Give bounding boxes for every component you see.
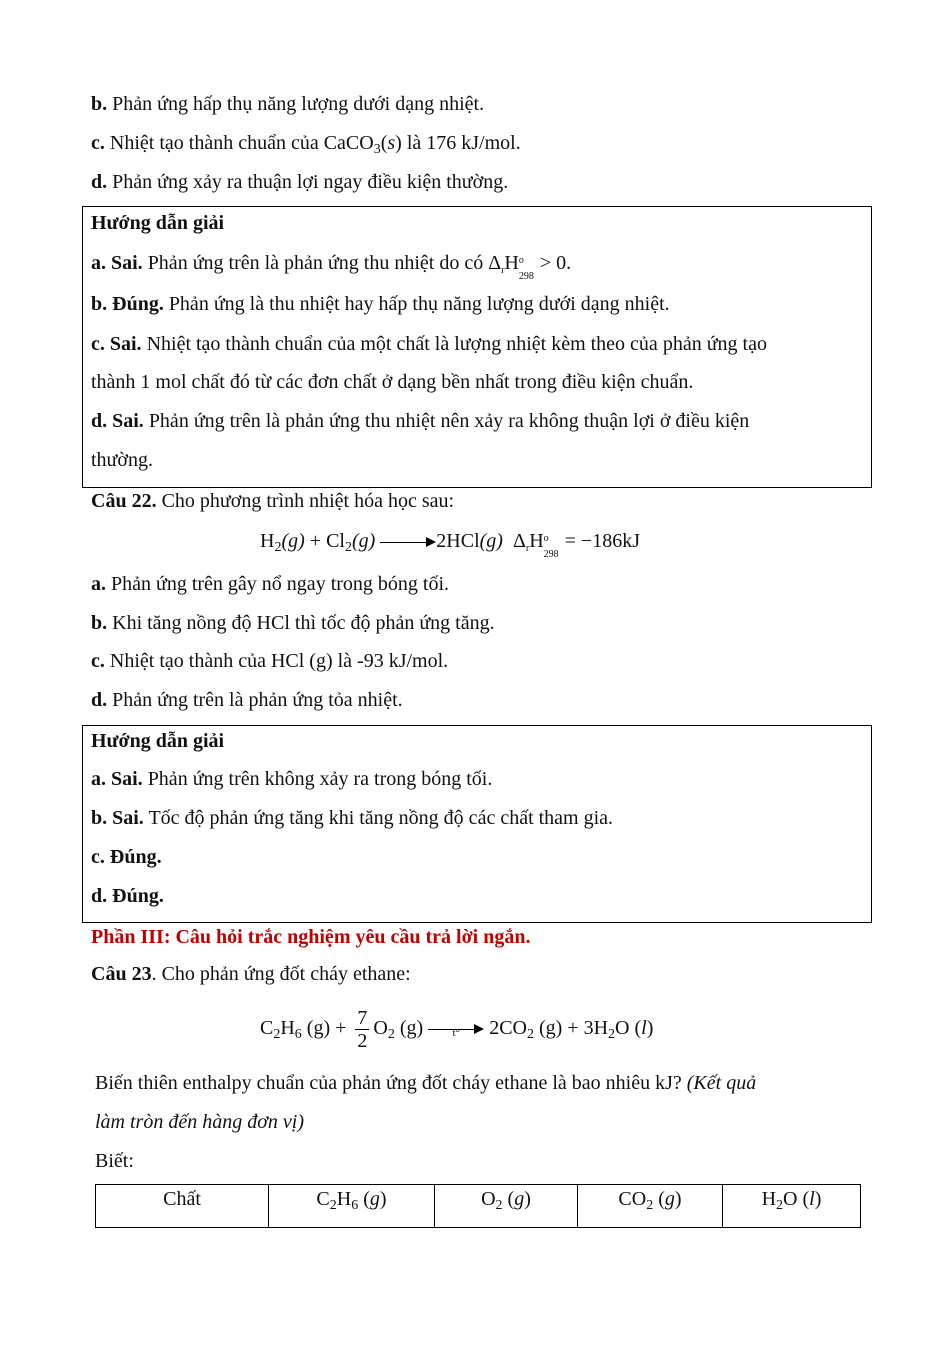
solution-q22-c: c. Đúng. [91, 846, 162, 868]
solution-q21-a: a. Sai. Phản ứng trên là phản ứng thu nhiệt do có $\Delta_rH$ o 298 > 0. [91, 252, 572, 282]
table-header-c2h6: $C_2H_6$ (g) [269, 1185, 435, 1228]
reaction-arrow-icon [380, 530, 436, 554]
solution-q21-c-line2: thành 1 mol chất đó từ các đơn chất ở dạng bền nhất trong điều kiện chuẩn. [91, 371, 694, 393]
q23-known-label: Biết: [95, 1150, 134, 1172]
solution-title-q22: Hướng dẫn giải [91, 730, 225, 752]
q22-option-a: a. Phản ứng trên gây nổ ngay trong bóng tối. [91, 573, 450, 595]
q23-equation: $C_2H_6$ (g) + $\frac{7}{2}$ $O_2$ (g) t° $2CO_2$ $(g) + 3H_2O$ (l) [260, 1006, 654, 1052]
solution-q21-d-line2: thường. [91, 449, 153, 471]
q22-option-b: b. Khi tăng nồng độ HCl thì tốc độ phản ứng tăng. [91, 612, 495, 634]
q22-equation: $H_2(g) + Cl_2(g)$ 2HCl(g) $\Delta_rH$ o 298 = −186kJ [260, 530, 640, 560]
q23-question-line1: Biến thiên enthalpy chuẩn của phản ứng đốt cháy ethane là bao nhiêu kJ? (Kết quả [95, 1072, 757, 1094]
q23-question-line2: làm tròn đến hàng đơn vị) [95, 1111, 304, 1133]
solution-q22-a: a. Sai. Phản ứng trên không xảy ra trong bóng tối. [91, 768, 493, 790]
q21-option-b: b. Phản ứng hấp thụ năng lượng dưới dạng nhiệt. [91, 93, 485, 115]
table-header-h2o: $H_2O$ (l) [723, 1185, 861, 1228]
solution-q22-b: b. Sai. Tốc độ phản ứng tăng khi tăng nồng độ các chất tham gia. [91, 807, 614, 829]
section-title-part3: Phần III: Câu hỏi trắc nghiệm yêu cầu trả lời ngắn. [91, 926, 531, 948]
fraction-seven-halves: $\frac{7}{2}$ [357, 1006, 368, 1052]
reaction-arrow-icon: t° [428, 1017, 484, 1041]
solution-title-q21: Hướng dẫn giải [91, 212, 225, 234]
q23-stem: Câu 23. Cho phản ứng đốt cháy ethane: [91, 963, 411, 985]
enthalpy-table [95, 1184, 861, 1228]
q22-stem: Câu 22. Cho phương trình nhiệt hóa học sau: [91, 490, 455, 512]
table-row [96, 1185, 861, 1228]
q21-option-d: d. Phản ứng xảy ra thuận lợi ngay điều kiện thường. [91, 171, 509, 193]
table-header-o2: $O_2$ (g) [435, 1185, 578, 1228]
solution-q22-d: d. Đúng. [91, 885, 164, 907]
q22-option-d: d. Phản ứng trên là phản ứng tỏa nhiệt. [91, 689, 403, 711]
solution-q21-c-line1: c. Sai. Nhiệt tạo thành chuẩn của một chất là lượng nhiệt kèm theo của phản ứng tạo [91, 333, 767, 355]
q21-option-c: c. Nhiệt tạo thành chuẩn của CaCO$_3$(s) là 176 kJ/mol. [91, 132, 521, 157]
solution-q21-b: b. Đúng. Phản ứng là thu nhiệt hay hấp thụ năng lượng dưới dạng nhiệt. [91, 293, 670, 315]
solution-q21-d-line1: d. Sai. Phản ứng trên là phản ứng thu nhiệt nên xảy ra không thuận lợi ở điều kiện [91, 410, 750, 432]
table-header-co2: $CO_2$ (g) [578, 1185, 723, 1228]
table-header-substance: Chất [96, 1185, 269, 1228]
q22-option-c: c. Nhiệt tạo thành của HCl (g) là -93 kJ/mol. [91, 650, 449, 672]
